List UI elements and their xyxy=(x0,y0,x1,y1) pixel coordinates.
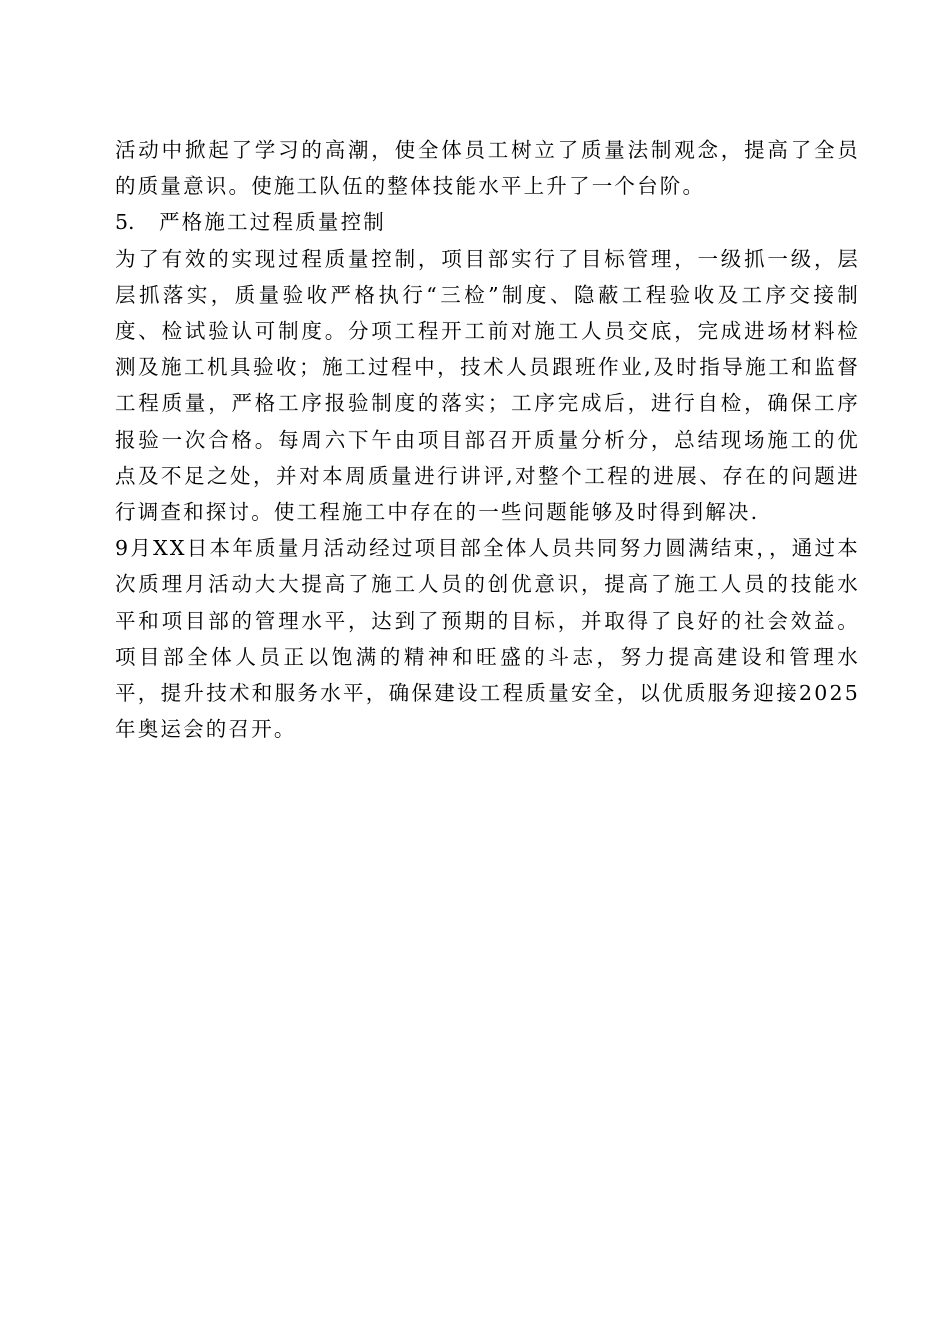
paragraph-conclusion: 9月XX日本年质量月活动经过项目部全体人员共同努力圆满结束，，通过本次质理月活动大大提高了施工人员的创优意识，提高了施工人员的技能水平和项目部的管理水平，达到了预期的目标，并取得了良好的社会效益。项目部全体人员正以饱满的精神和旺盛的斗志，努力提高建设和管理水平，提升技术和服务水平，确保建设工程质量安全，以优质服务迎接2025年奥运会的召开。 xyxy=(115,536,860,742)
paragraph-quality-control: 为了有效的实现过程质量控制，项目部实行了目标管理，一级抓一级，层层抓落实，质量验收严格执行“三检”制度、隐蔽工程验收及工序交接制度、检试验认可制度。分项工程开工前对施工人员交底，完成进场材料检测及施工机具验收；施工过程中，技术人员跟班作业,及时指导施工和监督工程质量，严格工序报验制度的落实；工序完成后，进行自检，确保工序报验一次合格。每周六下午由项目部召开质量分析分，总结现场施工的优点及不足之处，并对本周质量进行讲评,对整个工程的进展、存在的问题进行调查和探讨。使工程施工中存在的一些问题能够及时得到解决. xyxy=(115,246,860,525)
section-title: 严格施工过程质量控制 xyxy=(159,210,386,235)
document-body xyxy=(115,132,860,747)
section-number: 5. xyxy=(115,210,135,235)
section-heading xyxy=(115,204,860,240)
paragraph-intro: 活动中掀起了学习的高潮，使全体员工树立了质量法制观念，提高了全员的质量意识。使施工队伍的整体技能水平上升了一个台阶。 xyxy=(115,138,860,199)
